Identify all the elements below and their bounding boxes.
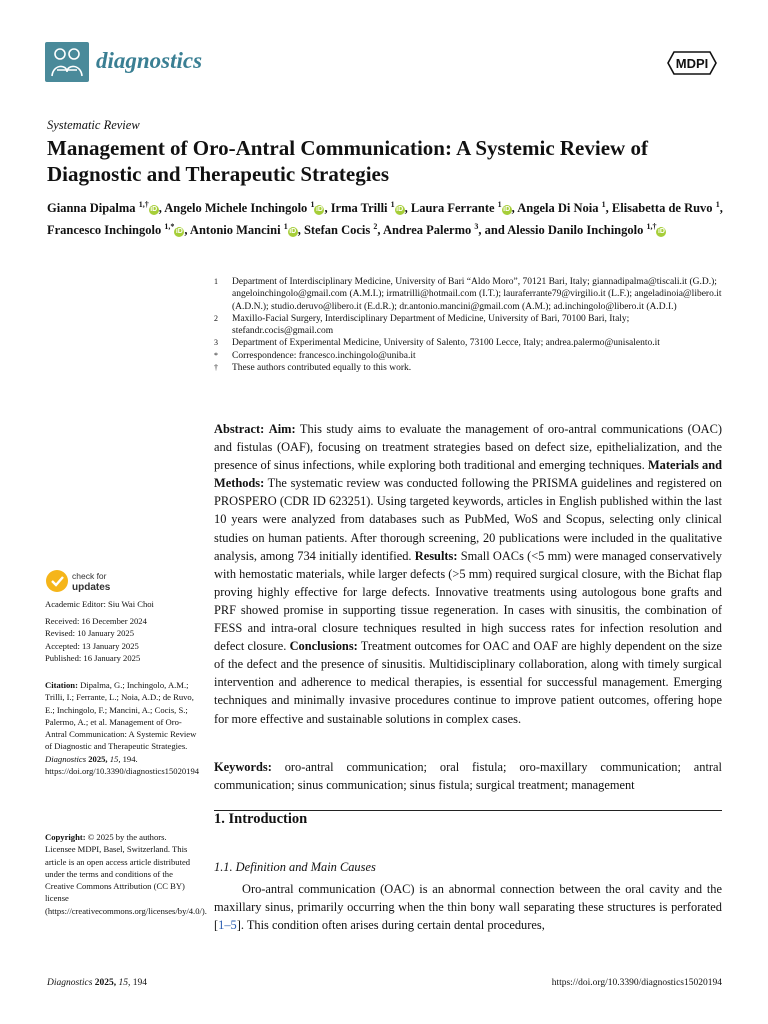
affiliation-item xyxy=(214,362,724,374)
author xyxy=(612,201,720,215)
footer-citation xyxy=(47,978,147,988)
abstract xyxy=(214,420,722,728)
abstract-label: Abstract: xyxy=(214,422,265,436)
copyright-label: Copyright: xyxy=(45,832,86,842)
author xyxy=(47,223,184,237)
conclusions-label: Conclusions: xyxy=(289,639,358,654)
footer-journal: Diagnostics xyxy=(47,978,93,988)
author-affiliation-mark: 3 xyxy=(474,221,479,231)
footer-volume: 15, xyxy=(118,978,131,988)
intro-text-start: Oro-antral communication (OAC) is an abnormal connection between the oral cavity and the maxillary sinus, primarily occurring when the thin bony wall separating these structures is perforated [ xyxy=(214,882,722,933)
check-for-updates-button[interactable] xyxy=(45,567,155,595)
aim-label: Aim: xyxy=(268,422,296,436)
citation-link[interactable]: 1–5 xyxy=(218,918,237,933)
affiliation-text: Correspondence: francesco.inchingolo@uniba.it xyxy=(232,350,416,361)
orcid-icon[interactable]: iD xyxy=(289,227,297,235)
journal-name: diagnostics xyxy=(96,48,203,73)
methods-text: The systematic review was conducted following the PRISMA guidelines and registered on PROSPERO (CDR ID 623251). Using targeted keywords, articles in English published within the last 10 years were analyzed from databases such as PubMed, WoS and Scopus, selecting only clinical studies on human patients. After thorough screening, 20 publications were included in the qualitative analysis, among 734 initially identified. xyxy=(214,476,723,563)
author-name: Angela Di Noia xyxy=(517,201,599,216)
citation-label: Citation: xyxy=(45,680,78,690)
paper-title: Management of Oro-Antral Communication: A Systemic Review of Diagnostic and Therapeutic Strategies xyxy=(47,136,648,186)
intro-text-end: ]. This condition often arises during certain dental procedures, xyxy=(236,918,545,933)
author-affiliation-mark: 2 xyxy=(373,221,378,231)
affiliation-text: These authors contributed equally to this work. xyxy=(232,363,412,374)
orcid-icon[interactable]: iD xyxy=(396,206,404,214)
author xyxy=(411,201,512,215)
revised-date: Revised: 10 January 2025 xyxy=(45,628,135,639)
citation-year: 2025, xyxy=(88,753,108,764)
publisher-logo xyxy=(666,50,718,76)
keywords-text: oro-antral communication; oral fistula; oro-maxillary communication; antral communication; sinus communication; sinus fistula; surgical treatment; management xyxy=(214,760,722,793)
citation-journal: Diagnostics xyxy=(45,753,87,764)
affiliations xyxy=(214,276,724,374)
author xyxy=(507,223,666,237)
accepted-date: Accepted: 13 January 2025 xyxy=(45,640,139,651)
author-affiliation-mark: 1,† xyxy=(138,200,149,209)
citation-doi[interactable]: 194. https://doi.org/10.3390/diagnostics15020194 xyxy=(45,753,200,777)
citation-block xyxy=(45,679,200,777)
author-affiliation-mark: 1,† xyxy=(646,221,657,231)
author-affiliation-mark: 1 xyxy=(390,200,395,209)
affiliation-text: Maxillo-Facial Surgery, Interdisciplinary Department of Medicine, University of Bari, 70100 Bari, Italy; stefandr.cocis@gmail.com xyxy=(232,313,630,337)
publisher-name: MDPI xyxy=(675,56,709,71)
author-affiliation-mark: 1 xyxy=(601,200,606,209)
author-name: Laura Ferrante xyxy=(410,201,495,216)
affiliation-item xyxy=(214,276,724,313)
check-updates-line2: updates xyxy=(72,582,111,593)
author-name: Francesco Inchingolo xyxy=(47,222,162,237)
author-name: Andrea Palermo xyxy=(382,222,472,237)
academic-editor: Academic Editor: Siu Wai Choi xyxy=(45,599,154,609)
author xyxy=(190,223,298,237)
orcid-icon[interactable]: iD xyxy=(657,227,665,235)
author-name: Angelo Michele Inchingolo xyxy=(164,201,308,216)
citation-volume: 15, xyxy=(109,753,121,764)
orcid-icon[interactable]: iD xyxy=(150,206,158,214)
author-name: Alessio Danilo Inchingolo xyxy=(507,222,644,237)
aim-text: This study aims to evaluate the management of oro-antral communications (OAC) and fistulas (OAF), focusing on treatment strategies based on defect size, epithelialization, and the presence of sinus infections, while exploring both traditional and emerging techniques. xyxy=(214,422,723,473)
author-affiliation-mark: 1 xyxy=(497,200,502,209)
author-list: Gianna Dipalma $^{1,\dagger}$iD , Angelo Michele Inchingolo $^1$iD , Irma Trilli $^1$iD , Laura Ferrante $^1$iD , Angela Di Noia $^1$, Elisabetta de Ruvo $^1$, Francesco Inchingolo $^{1,*}$iD , Antonio Mancini $^1$iD , Stefan Cocis $^2$, Andrea Palermo $^3$, and Alessio Danilo Inchingolo $^{1,\dagger}$iD xyxy=(47,200,723,237)
author-affiliation-mark: 1 xyxy=(283,221,288,231)
author-name: Stefan Cocis xyxy=(303,222,371,237)
author xyxy=(304,223,377,237)
published-date: Published: 16 January 2025 xyxy=(45,652,141,663)
subsection-heading: 1.1. Definition and Main Causes xyxy=(214,860,376,874)
author xyxy=(47,201,159,215)
affiliation-mark: 1 xyxy=(214,277,218,286)
affiliation-mark: † xyxy=(214,363,218,373)
orcid-icon[interactable]: iD xyxy=(175,227,183,235)
author xyxy=(331,201,405,215)
keywords-label: Keywords: xyxy=(214,760,272,774)
author xyxy=(164,201,324,215)
author-affiliation-mark: 1 xyxy=(310,200,315,209)
publication-dates xyxy=(45,615,197,664)
keywords xyxy=(214,758,722,794)
document-type: Systematic Review xyxy=(47,118,140,132)
check-updates-line1: check for xyxy=(72,571,107,581)
affiliation-mark: * xyxy=(214,350,218,360)
affiliation-item xyxy=(214,313,724,338)
author-name: Irma Trilli xyxy=(330,201,388,216)
received-date: Received: 16 December 2024 xyxy=(45,616,147,626)
copyright-text: © 2025 by the authors. Licensee MDPI, Basel, Switzerland. This article is an open access article distributed under the terms and conditions of the Creative Commons Attribution (CC BY) license (https://creativecommons.org/licenses/by/4.0/). xyxy=(45,832,207,916)
author-name: Gianna Dipalma xyxy=(47,201,136,216)
affiliation-item xyxy=(214,337,724,349)
footer-year: 2025, xyxy=(94,978,117,988)
conclusions-text: Treatment outcomes for OAC and OAF are highly dependent on the size of the defect and the presence of sinusitis. Multidisciplinary collaboration, along with timely surgical intervention and adherence to medical therapies, is essential for successful management. Emerging techniques and minimally invasive procedures continue to improve patient outcomes, offering hope for more effective and sustainable solutions in complex cases. xyxy=(214,639,722,726)
affiliation-item xyxy=(214,350,724,362)
section-heading: 1. Introduction xyxy=(214,811,308,827)
methods-label: Materials and Methods: xyxy=(214,458,722,491)
results-label: Results: xyxy=(414,548,458,563)
intro-paragraph xyxy=(214,880,722,934)
affiliation-mark: 3 xyxy=(214,338,218,348)
author-affiliation-mark: 1 xyxy=(715,200,720,209)
footer-doi-link[interactable]: https://doi.org/10.3390/diagnostics15020194 xyxy=(551,978,722,988)
footer-article: 194 xyxy=(132,978,148,988)
author xyxy=(383,223,478,237)
affiliation-text: Department of Interdisciplinary Medicine, University of Bari “Aldo Moro”, 70121 Bari, Italy; giannadipalma@tiscali.it (G.D.); angeloinchingolo@gmail.com (A.M.I.); irmatrilli@hotmail.com (I.T.); lauraferrante79@virgilio.it (L.F.); angeladinoia@libero.it (A.D.N.); studio.deruvo@libero.it (E.d.R.); dr.antonio.mancini@gmail.com (A.M.); ad.inchingolo@libero.it (A.D.I.) xyxy=(232,277,722,312)
author-name: Elisabetta de Ruvo xyxy=(611,201,713,216)
author-name: Antonio Mancini xyxy=(189,222,281,237)
author-affiliation-mark: 1,* xyxy=(164,221,175,231)
affiliation-mark: 2 xyxy=(214,313,218,323)
orcid-icon[interactable]: iD xyxy=(315,206,323,214)
author xyxy=(517,201,605,215)
orcid-icon[interactable]: iD xyxy=(503,206,511,214)
citation-text: Dipalma, G.; Inchingolo, A.M.; Trilli, I.; Ferrante, L.; Noia, A.D.; de Ruvo, E.; Inchingolo, F.; Mancini, A.; Cocis, S.; Palermo, A.; et al. Management of Oro-Antral Communication: A Systemic Review of Diagnostic and Therapeutic Strategies. xyxy=(45,680,197,752)
journal-logo-icon xyxy=(45,42,89,82)
copyright-block xyxy=(45,831,207,917)
affiliation-text: Department of Experimental Medicine, University of Salento, 73100 Lecce, Italy; andrea.palermo@unisalento.it xyxy=(232,338,660,349)
results-text: Small OACs (<5 mm) were managed conservatively with hemostatic materials, while larger defects (>5 mm) required surgical closure, with the Bichat flap proving highly effective for large defects. Innovative treatments using autologous bone grafts and PRF showed promise in supporting tissue regeneration. In cases with sinusitis, the combination of FESS and intra-oral closure techniques resulted in high success rates for infection resolution and defect closure. xyxy=(214,548,722,654)
